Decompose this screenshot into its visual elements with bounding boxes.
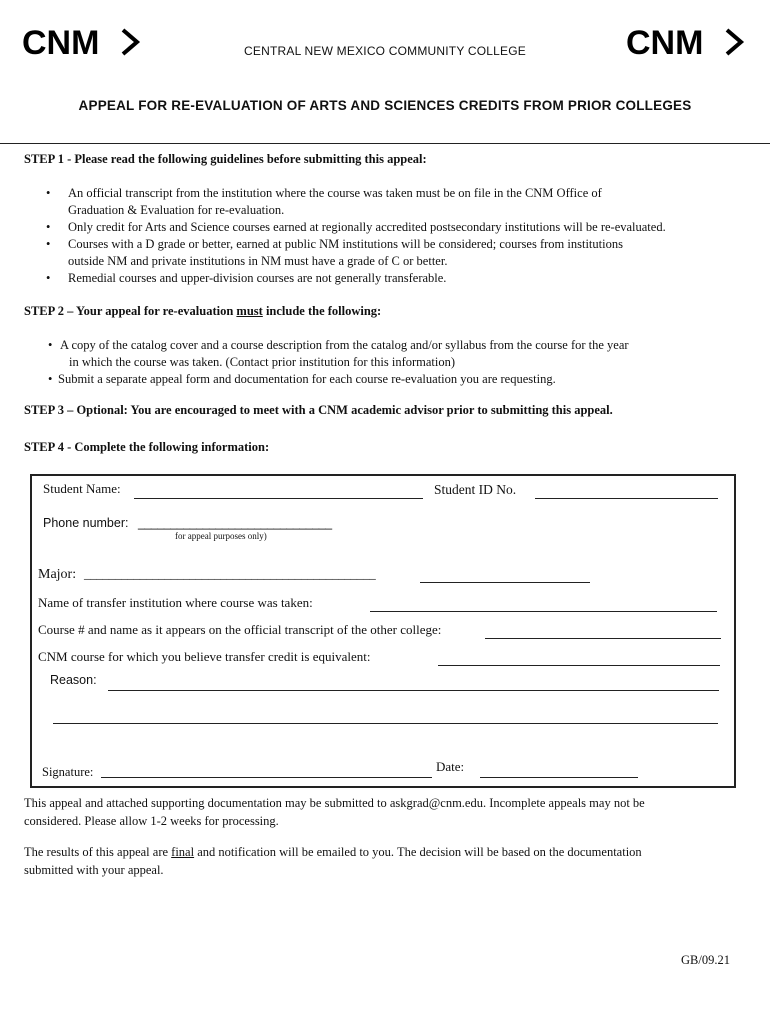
step2-heading: STEP 2 – Your appeal for re-evaluation must include the following: <box>24 304 382 318</box>
major-label: Major: <box>38 567 77 582</box>
college-name: CENTRAL NEW MEXICO COMMUNITY COLLEGE <box>244 44 526 58</box>
course-field[interactable] <box>485 638 721 639</box>
bullet-dot: • <box>48 372 53 386</box>
institution-field[interactable] <box>370 611 717 612</box>
reason-label: Reason: <box>50 673 97 687</box>
course-label: Course # and name as it appears on the official transcript of the other college: <box>38 622 442 637</box>
date-label: Date: <box>436 759 465 774</box>
bullet-dot: • <box>46 220 51 234</box>
date-field[interactable] <box>480 777 638 778</box>
signature-field[interactable] <box>101 777 432 778</box>
reason-field-line-1[interactable] <box>108 690 719 691</box>
step2-bullet-2: Submit a separate appeal form and documentation for each course re-evaluation you are requesting. <box>58 372 556 386</box>
cnm-course-field[interactable] <box>438 665 720 666</box>
step3-heading: STEP 3 – Optional: You are encouraged to meet with a CNM academic advisor prior to submitting this appeal. <box>24 403 613 417</box>
decision-note: The results of this appeal are final and notification will be emailed to you. The decision will be based on the documentation submitted with your appeal. <box>24 845 642 877</box>
student-name-field[interactable] <box>134 498 423 499</box>
cnm-course-label: CNM course for which you believe transfer credit is equivalent: <box>38 649 371 664</box>
student-name-label: Student Name: <box>43 481 121 496</box>
phone-label: Phone number: <box>43 516 129 530</box>
header-divider <box>0 143 770 144</box>
step1-bullet-2: Only credit for Arts and Science courses earned at regionally accredited postsecondary institutions will be re-evaluated. <box>68 220 666 234</box>
step1-bullet-3: Courses with a D grade or better, earned at public NM institutions will be considered; courses from institutions outside NM and private institutions in NM must have a grade of C or better. <box>68 237 623 268</box>
bullet-dot: • <box>46 186 51 200</box>
student-id-label: Student ID No. <box>434 482 517 497</box>
major-field[interactable]: _______________________________________________ <box>84 566 376 581</box>
bullet-dot: • <box>48 338 53 352</box>
student-id-field[interactable] <box>535 498 718 499</box>
bullet-dot: • <box>46 271 51 285</box>
bullet-dot: • <box>46 237 51 251</box>
form-title: APPEAL FOR RE-EVALUATION OF ARTS AND SCIENCES CREDITS FROM PRIOR COLLEGES <box>78 98 692 113</box>
reason-field-line-2[interactable] <box>53 723 718 724</box>
step2-bullet-1: A copy of the catalog cover and a course description from the catalog and/or syllabus from the course for the year in which the course was taken. (Contact prior institution for this information) <box>60 338 629 369</box>
form-code: GB/09.21 <box>681 953 730 967</box>
logo-text: CNM <box>626 26 704 58</box>
step4-heading: STEP 4 - Complete the following information: <box>24 440 270 454</box>
step1-bullet-1: An official transcript from the institution where the course was taken must be on file in the CNM Office of Graduation & Evaluation for re-evaluation. <box>68 186 602 217</box>
phone-field[interactable]: ______________________________ <box>138 516 332 530</box>
signature-label: Signature: <box>42 765 94 779</box>
step1-bullet-4: Remedial courses and upper-division courses are not generally transferable. <box>68 271 447 285</box>
major-field-extension[interactable] <box>420 582 590 583</box>
phone-note: for appeal purposes only) <box>175 531 267 541</box>
step1-heading: STEP 1 - Please read the following guidelines before submitting this appeal: <box>24 152 427 166</box>
institution-label: Name of transfer institution where course was taken: <box>38 595 313 610</box>
logo-text: CNM <box>22 26 100 58</box>
submission-note: This appeal and attached supporting documentation may be submitted to askgrad@cnm.edu. Incomplete appeals may not be considered. Please allow 1-2 weeks for processing. <box>24 796 645 828</box>
